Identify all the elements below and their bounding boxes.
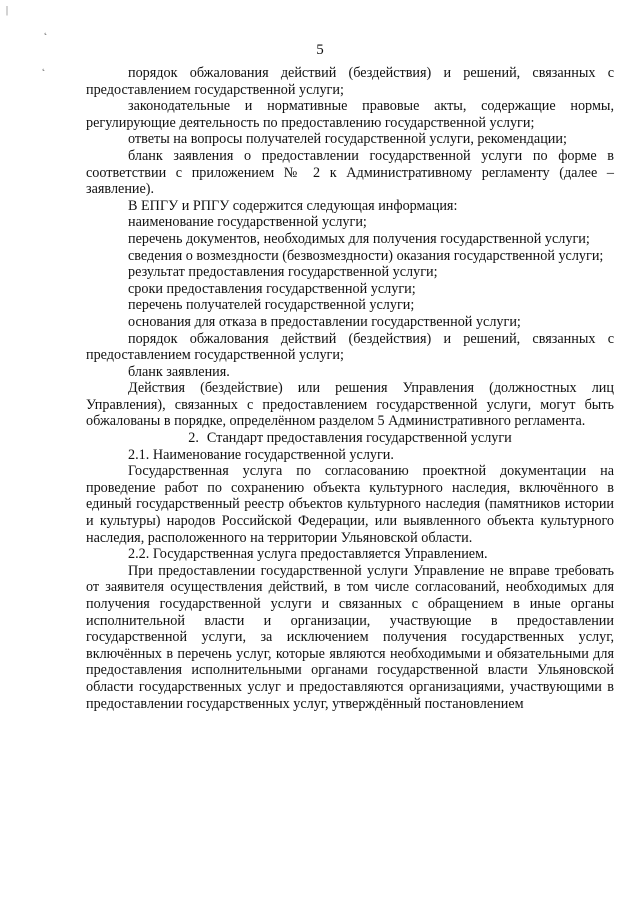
list-item: сведения о возмездности (безвозмездности) оказания государственной услуги;	[128, 247, 604, 264]
list-item: перечень получателей государственной услуги;	[128, 297, 415, 314]
paragraph: Государственная услуга по согласованию проектной документации на проведение работ по сохранению объекта культурного наследия, включённого в единый государственный реестр объектов культурного наследия (памятников истории и культуры) народов Российской Федерации, или выявленного объекта культурного наследия, расположенного на территории Ульяновской области.	[86, 463, 614, 546]
document-body	[86, 65, 614, 712]
section-number: 2.	[188, 430, 199, 447]
list-item: сроки предоставления государственной услуги;	[128, 280, 416, 297]
list-item: основания для отказа в предоставлении государственной услуги;	[128, 313, 521, 330]
list-item: наименование государственной услуги;	[128, 214, 367, 231]
paragraph: При предоставлении государственной услуги Управление не вправе требовать от заявителя осуществления действий, в том числе согласований, необходимых для получения государственной услуги и связанных с обращением в иные органы исполнительной власти и организации, участвующие в предоставлении государственной услуги, за исключением получения государственных услуг, включённых в перечень услуг, которые являются необходимыми и обязательными для предоставления исполнительными органами государственной власти Ульяновской области государственных услуг и предоставляются организациями, участвующими в предоставлении государственных услуг, утверждённый постановлением	[86, 562, 614, 712]
margin-mark: ˛	[44, 25, 48, 36]
margin-mark: |	[6, 5, 9, 16]
paragraph: Действия (бездействие) или решения Управления (должностных лиц Управления), связанных с предоставлением государственной услуги, могут быть обжалованы в порядке, определённом разделом 5 Административного регламента.	[86, 380, 614, 430]
subsection-title: 2.1. Наименование государственной услуги.	[128, 446, 394, 463]
margin-mark: ˛	[42, 61, 46, 72]
paragraph: порядок обжалования действий (бездействия) и решений, связанных с предоставлением государственной услуги;	[86, 65, 614, 98]
list-item: бланк заявления.	[128, 363, 230, 380]
page-number: 5	[316, 42, 324, 58]
subsection-title: 2.2. Государственная услуга предоставляется Управлением.	[128, 546, 488, 563]
paragraph: В ЕПГУ и РПГУ содержится следующая информация:	[128, 197, 458, 214]
paragraph: бланк заявления о предоставлении государственной услуги по форме в соответствии с приложением № 2 к Административному регламенту (далее – заявление).	[86, 147, 614, 198]
section-heading	[86, 430, 614, 447]
list-item: перечень документов, необходимых для получения государственной услуги;	[128, 230, 590, 247]
paragraph: законодательные и нормативные правовые акты, содержащие нормы, регулирующие деятельность по предоставлению государственной услуги;	[86, 98, 614, 131]
section-title: Стандарт предоставления государственной услуги	[206, 430, 512, 447]
list-item: результат предоставления государственной услуги;	[128, 264, 438, 281]
list-item: порядок обжалования действий (бездействия) и решений, связанных с предоставлением государственной услуги;	[86, 330, 614, 364]
paragraph: ответы на вопросы получателей государственной услуги, рекомендации;	[128, 131, 567, 148]
